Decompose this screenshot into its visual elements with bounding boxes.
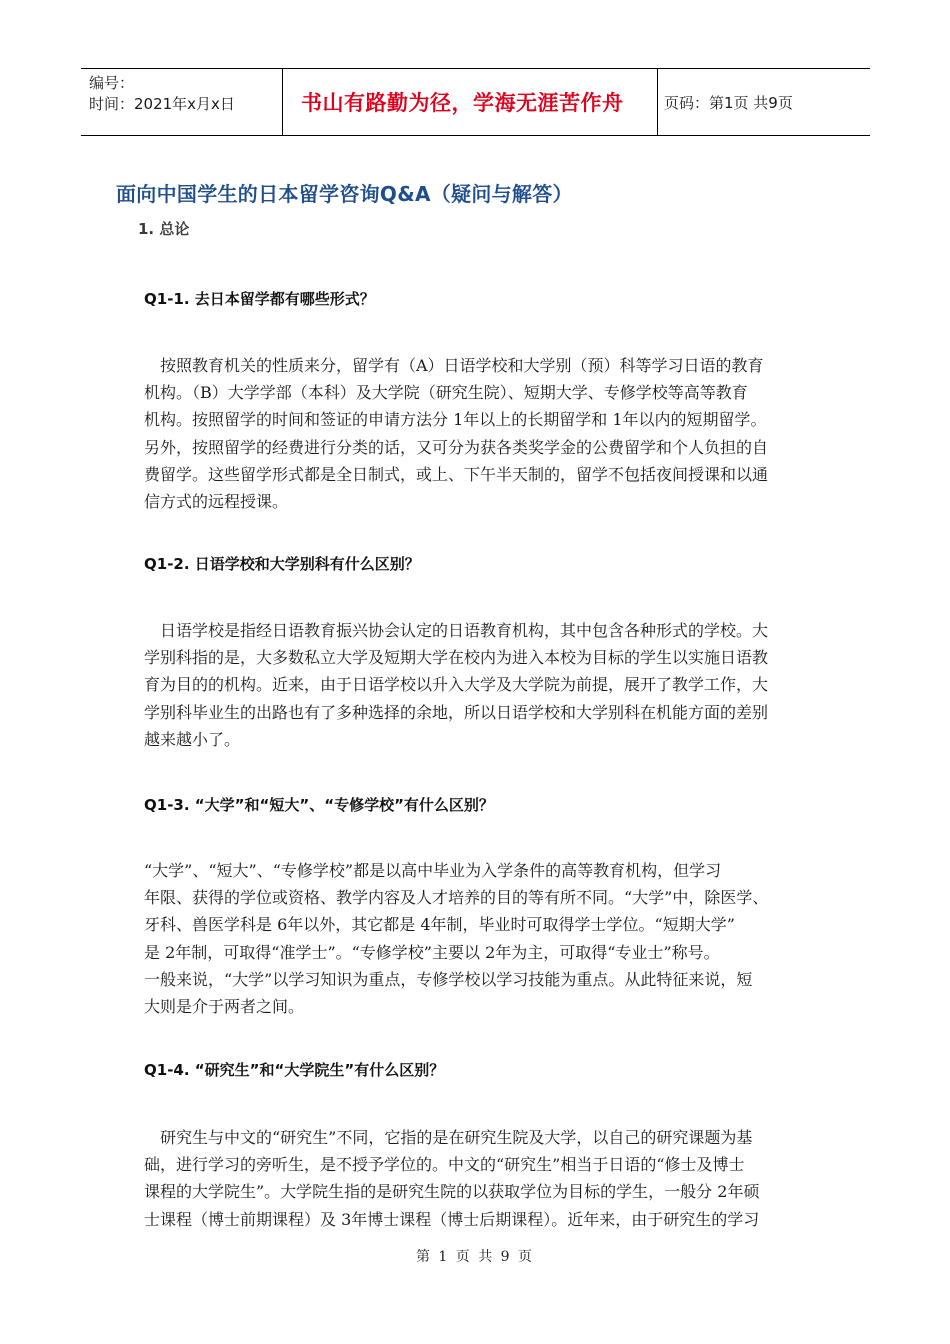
paragraph-line: 研究生与中文的“研究生”不同，它指的是在研究生院及大学，以自己的研究课题为基	[144, 1128, 753, 1147]
number-label: 编号：	[89, 74, 135, 92]
paragraph-line: 课程的大学院生”。大学院生指的是研究生院的以获取学位为目标的学生，一般分 2年硕	[144, 1182, 760, 1202]
paragraph-line: 费留学。这些留学形式都是全日制式，或上、下午半天制的，留学不包括夜间授课和以通	[144, 464, 769, 484]
paragraph-line: 机构。按照留学的时间和签证的申请方法分 1年以上的长期留学和 1年以内的短期留学。	[144, 410, 767, 430]
answer-paragraph	[144, 617, 844, 753]
paragraph-line: 是 2年制，可取得“准学士”。“专修学校”主要以 2年为主，可取得“专业士”称号。	[144, 942, 720, 962]
paragraph-line: 育为目的的机构。近来，由于日语学校以升入大学及大学院为前提，展开了教学工作，大	[144, 675, 769, 695]
answer-paragraph	[144, 857, 844, 1020]
paragraph-line: 越来越小了。	[144, 729, 241, 749]
header-meta-cell	[81, 69, 283, 135]
paragraph-line: 信方式的远程授课。	[144, 492, 289, 512]
answer-paragraph	[144, 1124, 844, 1233]
page-footer: 第 1 页 共 9 页	[415, 1249, 535, 1265]
paragraph-line: 学别科毕业生的出路也有了多种选择的余地，所以日语学校和大学别科在机能方面的差别	[144, 702, 769, 722]
question-heading: Q1-2. 日语学校和大学别科有什么区别？	[144, 555, 420, 573]
header-page-cell	[658, 69, 870, 135]
paragraph-line: 日语学校是指经日语教育振兴协会认定的日语教育机构，其中包含各种形式的学校。大	[144, 621, 769, 640]
paragraph-line: 础，进行学习的旁听生，是不授予学位的。中文的“研究生”相当于日语的“修士及博士	[144, 1155, 745, 1175]
section-heading: 1. 总论	[138, 220, 190, 238]
paragraph-line: 牙科、兽医学科是 6年以外，其它都是 4年制，毕业时可取得学士学位。“短期大学”	[144, 915, 735, 935]
paragraph-line: 一般来说，“大学”以学习知识为重点，专修学校以学习技能为重点。从此特征来说，短	[144, 969, 753, 989]
header-table	[81, 68, 870, 136]
page-label: 页码：第1页 共9页	[664, 93, 793, 112]
motto-text: 书山有路勤为径，学海无涯苦作舟	[301, 91, 624, 115]
answer-paragraph	[144, 352, 844, 515]
paragraph-line: 按照教育机关的性质来分，留学有（A）日语学校和大学别（预）科等学习日语的教育	[144, 356, 764, 375]
paragraph-line: 年限、获得的学位或资格、教学内容及人才培养的目的等有所不同。“大学”中，除医学、	[144, 888, 769, 908]
paragraph-line: 学别科指的是，大多数私立大学及短期大学在校内为进入本校为目标的学生以实施日语教	[144, 648, 769, 668]
paragraph-line: 机构。（B）大学学部（本科）及大学院（研究生院）、短期大学、专修学校等高等教育	[144, 383, 748, 403]
paragraph-line: 士课程（博士前期课程）及 3年博士课程（博士后期课程）。近年来，由于研究生的学习	[144, 1209, 760, 1229]
question-heading: Q1-1. 去日本留学都有哪些形式？	[144, 290, 375, 308]
header-motto-cell	[283, 69, 658, 135]
paragraph-line: 另外，按照留学的经费进行分类的话，又可分为获各类奖学金的公费留学和个人负担的自	[144, 437, 769, 457]
question-heading: Q1-4. “研究生”和“大学院生”有什么区别？	[144, 1061, 445, 1079]
paragraph-line: 大则是介于两者之间。	[144, 997, 305, 1017]
question-heading: Q1-3. “大学”和“短大”、“专修学校”有什么区别？	[144, 796, 494, 814]
document-title: 面向中国学生的日本留学咨询Q&A（疑问与解答）	[116, 182, 573, 206]
paragraph-line: “大学”、“短大”、“专修学校”都是以高中毕业为入学条件的高等教育机构，但学习	[144, 861, 722, 880]
time-label: 时间：2021年x月x日	[89, 95, 235, 113]
